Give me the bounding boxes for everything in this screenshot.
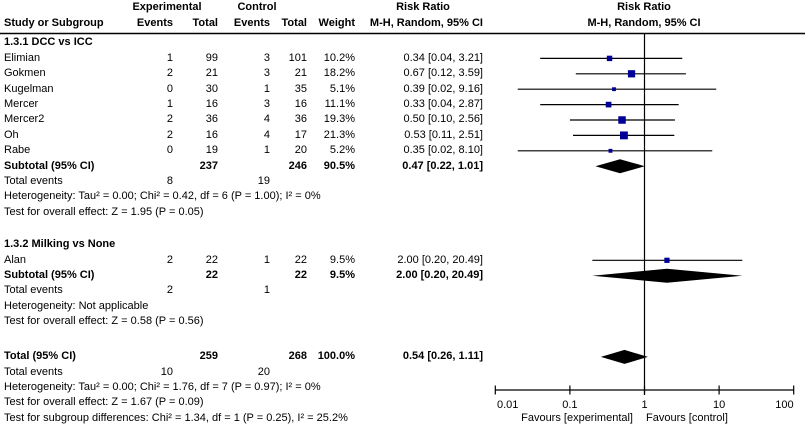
header-control-group: Control: [237, 1, 277, 13]
total-events-experimental: 10: [160, 365, 173, 378]
events-experimental: 1: [166, 97, 173, 110]
total-control: 268: [288, 350, 307, 363]
stats-note: Heterogeneity: Tau² = 0.00; Chi² = 1.76, df = 7 (P = 0.97); I² = 0%: [4, 381, 321, 393]
total-experimental: 22: [205, 269, 218, 281]
total-control: 246: [288, 159, 307, 172]
header-events-control: Events: [233, 16, 270, 29]
total-control: 22: [294, 269, 307, 281]
events-experimental: 2: [166, 253, 173, 266]
total-events-label: Total events: [4, 174, 63, 187]
total-experimental: 99: [205, 51, 218, 64]
weight: 9.5%: [329, 269, 355, 281]
events-experimental: 1: [166, 51, 173, 64]
weight: 5.1%: [329, 82, 355, 95]
events-control: 1: [263, 82, 270, 95]
header-experimental-group: Experimental: [132, 1, 202, 13]
subgroup-heading: 1.3.2 Milking vs None: [4, 238, 116, 251]
pooled-label: Subtotal (95% CI): [4, 159, 95, 172]
total-control: 22: [294, 253, 307, 266]
stats-note: Test for subgroup differences: Chi² = 1.34, df = 1 (P = 0.25), I² = 25.2%: [4, 411, 348, 424]
study-name: Rabe: [4, 144, 31, 157]
total-events-control: 20: [257, 365, 270, 378]
total-control: 101: [288, 51, 307, 64]
total-experimental: 237: [199, 159, 218, 172]
pooled-label: Total (95% CI): [4, 350, 76, 363]
header-study-or-subgroup: Study or Subgroup: [4, 16, 104, 29]
weight: 19.3%: [323, 113, 355, 126]
total-experimental: 16: [205, 128, 218, 141]
pooled-label: Subtotal (95% CI): [4, 269, 95, 281]
effect-estimate: 2.00 [0.20, 20.49]: [397, 253, 483, 266]
x-axis-tick-label: 0.1: [562, 399, 578, 411]
header-total-experimental: Total: [192, 16, 218, 29]
total-experimental: 36: [205, 113, 218, 126]
stats-note: Test for overall effect: Z = 0.58 (P = 0.56): [4, 315, 204, 328]
total-control: 35: [294, 82, 307, 95]
study-name: Oh: [4, 128, 19, 141]
events-experimental: 2: [166, 67, 173, 80]
point-estimate-marker: [664, 258, 669, 263]
subtotal-diamond: [592, 269, 742, 283]
total-control: 17: [294, 128, 307, 141]
point-estimate-marker: [612, 87, 616, 91]
header-events-experimental: Events: [136, 16, 173, 29]
events-control: 1: [263, 253, 270, 266]
effect-estimate: 2.00 [0.20, 20.49]: [396, 269, 483, 281]
point-estimate-marker: [607, 56, 612, 61]
events-control: 4: [263, 113, 270, 126]
effect-estimate: 0.33 [0.04, 2.87]: [403, 97, 483, 110]
total-events-control: 1: [263, 284, 270, 297]
favours-control-label: Favours [control]: [646, 412, 728, 424]
stats-note: Test for overall effect: Z = 1.95 (P = 0.05): [4, 205, 204, 218]
stats-note: Heterogeneity: Tau² = 0.00; Chi² = 0.42, df = 6 (P = 1.00); I² = 0%: [4, 190, 321, 203]
point-estimate-marker: [620, 131, 628, 139]
effect-estimate: 0.47 [0.22, 1.01]: [402, 159, 483, 172]
point-estimate-marker: [609, 149, 613, 153]
study-name: Alan: [4, 253, 27, 266]
weight: 5.2%: [329, 144, 355, 157]
total-events-label: Total events: [4, 365, 63, 378]
weight: 100.0%: [317, 350, 355, 363]
events-control: 4: [263, 128, 270, 141]
total-control: 20: [294, 144, 307, 157]
weight: 10.2%: [323, 51, 355, 64]
weight: 21.3%: [323, 128, 355, 141]
x-axis-tick-label: 10: [712, 399, 726, 411]
total-experimental: 16: [205, 97, 218, 110]
study-name: Kugelman: [4, 82, 54, 95]
stats-note: Test for overall effect: Z = 1.67 (P = 0.09): [4, 396, 204, 409]
weight: 18.2%: [323, 67, 355, 80]
study-name: Gokmen: [4, 67, 46, 80]
total-experimental: 30: [205, 82, 218, 95]
point-estimate-marker: [606, 102, 612, 108]
plot-header-subtitle: M-H, Random, 95% CI: [587, 16, 701, 29]
total-events-experimental: 8: [166, 174, 173, 187]
header-effect-title: Risk Ratio: [396, 1, 450, 13]
weight: 90.5%: [323, 159, 355, 172]
header-effect-estimate: M-H, Random, 95% CI: [369, 16, 483, 29]
total-experimental: 19: [205, 144, 218, 157]
total-events-label: Total events: [4, 284, 63, 297]
events-experimental: 2: [166, 128, 173, 141]
plot-header-title: Risk Ratio: [617, 1, 671, 13]
events-experimental: 0: [166, 82, 173, 95]
stats-note: Heterogeneity: Not applicable: [4, 299, 149, 312]
weight: 11.1%: [324, 97, 355, 110]
total-control: 16: [294, 97, 307, 110]
effect-estimate: 0.53 [0.11, 2.51]: [404, 128, 483, 141]
total-diamond: [601, 350, 648, 364]
effect-estimate: 0.67 [0.12, 3.59]: [403, 67, 483, 80]
study-name: Elimian: [4, 51, 41, 64]
point-estimate-marker: [618, 116, 625, 123]
effect-estimate: 0.34 [0.04, 3.21]: [403, 51, 483, 64]
effect-estimate: 0.35 [0.02, 8.10]: [403, 144, 483, 157]
x-axis-tick-label: 0.01: [496, 399, 519, 411]
x-axis-tick-label: 1: [641, 399, 648, 411]
events-experimental: 2: [166, 113, 173, 126]
total-experimental: 21: [205, 67, 218, 80]
total-experimental: 259: [199, 350, 218, 363]
effect-estimate: 0.50 [0.10, 2.56]: [403, 113, 483, 126]
subgroup-heading: 1.3.1 DCC vs ICC: [4, 36, 93, 49]
total-control: 21: [294, 67, 307, 80]
effect-estimate: 0.54 [0.26, 1.11]: [402, 350, 483, 363]
total-events-experimental: 2: [166, 284, 173, 297]
header-total-control: Total: [281, 16, 307, 29]
total-experimental: 22: [205, 253, 218, 266]
study-name: Mercer: [4, 97, 39, 110]
subtotal-diamond: [595, 159, 644, 173]
total-control: 36: [294, 113, 307, 126]
favours-experimental-label: Favours [experimental]: [521, 412, 633, 424]
events-experimental: 0: [166, 144, 173, 157]
events-control: 1: [263, 144, 270, 157]
effect-estimate: 0.39 [0.02, 9.16]: [403, 82, 483, 95]
x-axis-tick-label: 100: [775, 399, 794, 411]
total-events-control: 19: [257, 174, 270, 187]
events-control: 3: [263, 51, 270, 64]
header-weight: Weight: [318, 16, 355, 29]
weight: 9.5%: [329, 253, 355, 266]
events-control: 3: [263, 67, 270, 80]
point-estimate-marker: [628, 70, 635, 77]
events-control: 3: [263, 97, 270, 110]
study-name: Mercer2: [4, 113, 45, 126]
